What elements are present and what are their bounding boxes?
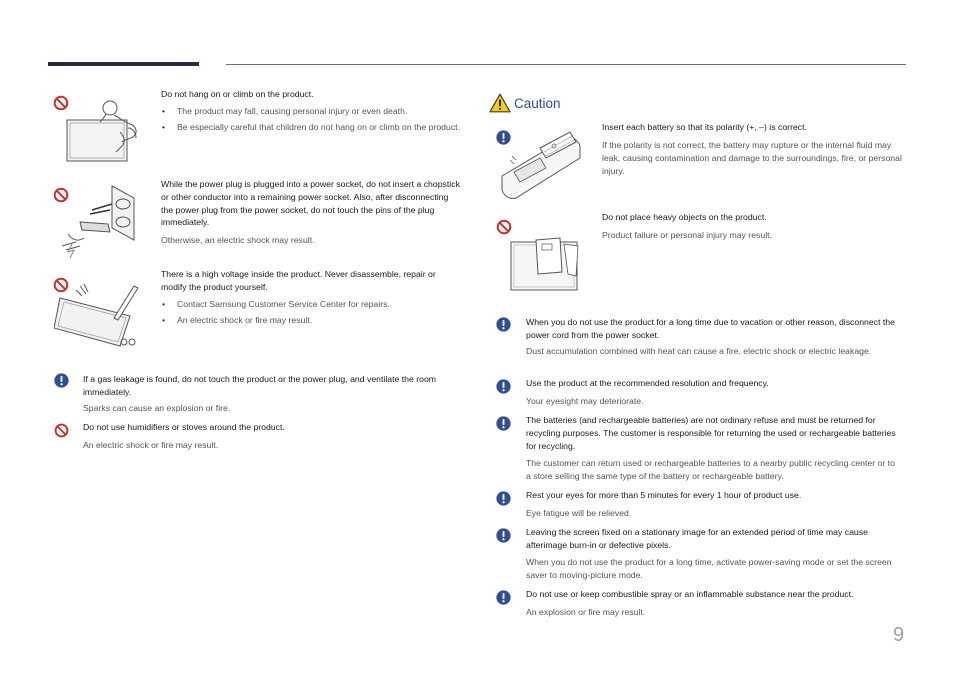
eye-rest-warning-text: Rest your eyes for more than 5 minutes for every 1 hour of product use. xyxy=(526,490,802,500)
power-socket-illustration xyxy=(60,184,136,258)
resolution-warning-subtext: Your eyesight may deteriorate. xyxy=(526,396,644,406)
list-item: • Contact Samsung Customer Service Center for repairs. xyxy=(161,298,464,311)
mandatory-icon xyxy=(496,590,511,605)
page-number: 9 xyxy=(893,624,905,646)
battery-recycling-warning-text: The batteries (and rechargeable batteries) are not ordinary refuse and must be returned for recycling purposes. The customer is responsible for returning the used or rechargeable batteries for recycling. xyxy=(526,415,896,451)
gas-warning-text: If a gas leakage is found, do not touch the product or the power plug, and ventilate the room immediately. xyxy=(83,374,437,397)
combustible-warning-subtext: An explosion or fire may result. xyxy=(526,607,646,617)
heavy-object-warning-text: Do not place heavy objects on the product. xyxy=(602,212,767,222)
header-rule xyxy=(226,64,906,65)
disassembly-illustration xyxy=(54,282,140,350)
battery-remote-illustration xyxy=(496,130,582,204)
mandatory-icon xyxy=(496,491,511,506)
heavy-object-warning-subtext: Product failure or personal injury may result. xyxy=(602,230,772,240)
gas-warning-subtext: Sparks can cause an explosion or fire. xyxy=(83,403,231,413)
power-cord-warning-text: When you do not use the product for a long time due to vacation or other reason, disconnect the power cord from the power socket. xyxy=(526,317,895,340)
burn-in-warning-text: Leaving the screen fixed on a stationary image for an extended period of time may cause afterimage burn-in or defective pixels. xyxy=(526,527,868,550)
prohibited-icon xyxy=(496,219,512,235)
caution-heading xyxy=(489,93,561,113)
plug-warning-subtext: Otherwise, an electric shock may result. xyxy=(161,235,315,245)
power-cord-warning-subtext: Dust accumulation combined with heat can cause a fire, electric shock or electric leakage. xyxy=(526,346,872,356)
burn-in-warning-subtext: When you do not use the product for a long time, activate power-saving mode or set the screen saver to moving-picture mode. xyxy=(526,557,892,580)
humidifier-warning-subtext: An electric shock or fire may result. xyxy=(83,440,219,450)
hang-bullets xyxy=(161,105,464,137)
mandatory-icon xyxy=(496,379,511,394)
battery-warning-subtext: If the polarity is not correct, the battery may rupture or the internal fluid may leak, causing contamination and damage to the surroundings, fire, or personal injury. xyxy=(602,140,902,176)
caution-triangle-icon xyxy=(489,93,511,113)
mandatory-icon xyxy=(54,373,69,388)
voltage-bullets xyxy=(161,298,464,330)
humidifier-warning-text: Do not use humidifiers or stoves around the product. xyxy=(83,422,285,432)
mandatory-icon xyxy=(496,416,511,431)
combustible-warning-text: Do not use or keep combustible spray or an inflammable substance near the product. xyxy=(526,589,854,599)
voltage-warning-text: There is a high voltage inside the product. Never disassemble, repair or modify the product yourself. xyxy=(161,269,436,292)
heavy-object-illustration xyxy=(508,236,580,292)
list-item: • An electric shock or fire may result. xyxy=(161,314,464,327)
list-item: • The product may fall, causing personal injury or even death. xyxy=(161,105,464,118)
resolution-warning-text: Use the product at the recommended resolution and frequency. xyxy=(526,378,769,388)
caution-label: Caution xyxy=(514,95,561,111)
hang-warning-text: Do not hang on or climb on the product. xyxy=(161,89,314,99)
prohibited-icon xyxy=(54,423,69,438)
child-climbing-illustration xyxy=(64,98,146,164)
plug-warning-text: While the power plug is plugged into a power socket, do not insert a chopstick or other conductor into a remaining power socket. Also, after disconnecting the power plug from the power socket, do not touch the pins of the plug immediately. xyxy=(161,179,460,228)
header-rule-dark xyxy=(48,62,199,66)
mandatory-icon xyxy=(496,317,511,332)
mandatory-icon xyxy=(496,528,511,543)
battery-warning-text: Insert each battery so that its polarity (+, –) is correct. xyxy=(602,122,807,132)
eye-rest-warning-subtext: Eye fatigue will be relieved. xyxy=(526,508,632,518)
list-item: • Be especially careful that children do not hang on or climb on the product. xyxy=(161,121,464,134)
battery-recycling-warning-subtext: The customer can return used or rechargeable batteries to a nearby public recycling center or to a store selling the same type of the battery or rechargeable battery. xyxy=(526,458,895,481)
